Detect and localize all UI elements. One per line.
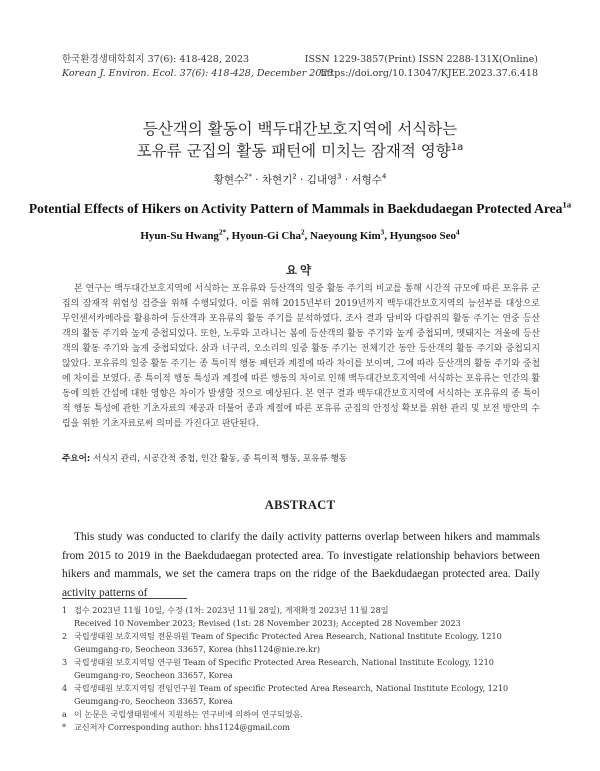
footnote-item: a 이 논문은 국립생태원에서 지원하는 연구비에 의하여 연구되었음. <box>62 709 304 719</box>
keywords-ko <box>62 452 540 464</box>
author-ko: 김내영$^3$ <box>306 172 342 186</box>
footnote-item: 4 국립생태원 보호지역팀 전임연구원 Team of specific Protected Area Research, National Institute Ecology, 1210 Geumgang-ro, Seocheon 33657, Korea <box>62 683 509 706</box>
title-ko-line2: 포유류 군집의 활동 패턴에 미치는 잠재적 영향$^{1a}$ <box>136 141 464 160</box>
footnote-item: 1 접수 2023년 11월 10일, 수정 (1차: 2023년 11월 28일), 게재확정 2023년 11월 28일 Received 10 November 2023; Revised (1st: 28 November 2023); Accepted 28 November 2023 <box>62 605 461 628</box>
abstract-en-paragraph: This study was conducted to clarify the daily activity patterns overlap between hikers and mammals from 2015 to 2019 in the Baekdudaegan protected area. To investigate relationship behaviors between hikers and mammals, we set the camera traps on the ridge of the Baekdudaegan protected area. Daily activity patterns of <box>62 531 540 599</box>
footnote-divider <box>62 598 187 599</box>
footnote-mark: 1 <box>62 605 68 615</box>
title-ko <box>0 118 600 162</box>
footnotes <box>62 604 542 734</box>
title-en-sup: 1a <box>562 199 572 210</box>
keywords-label: 주요어: <box>62 454 91 464</box>
author-ko: 서형수$^4$ <box>351 172 387 186</box>
abstract-ko-heading: 요약 <box>285 263 315 277</box>
journal-citation-ko: 한국환경생태학회지 37(6): 418-428, 2023 <box>62 54 250 65</box>
issn: ISSN 1229-3857(Print) ISSN 2288-131X(Online) <box>304 54 538 65</box>
journal-citation <box>62 53 333 81</box>
author-ko: 차현기$^2$ <box>261 172 297 186</box>
author-ko: 황현수$^{2*}$ <box>213 172 252 186</box>
author-en: Hyun-Su Hwang$^{2*}$, <box>140 228 232 242</box>
title-ko-line1: 등산객의 활동이 백두대간보호지역에 서식하는 <box>142 120 458 138</box>
author-en: Naeyoung Kim$^3$, <box>310 228 390 242</box>
keywords-list: 서식지 관리, 시공간적 중첩, 인간 활동, 종 특이적 행동, 포유류 행동 <box>93 454 348 464</box>
issn-doi <box>305 53 538 81</box>
doi-link[interactable]: https://doi.org/10.13047/KJEE.2023.37.6.418 <box>320 68 538 79</box>
footnote-item: 3 국립생태원 보호지역팀 연구원 Team of Specific Protected Area Research, National Institute Ecology, 1210 Geumgang-ro, Seocheon 33657, Korea <box>62 657 494 680</box>
footnote-mark: 2 <box>62 631 68 641</box>
footnote-mark: * <box>62 722 67 732</box>
authors-ko: 황현수$^{2*}$ · 차현기$^2$ · 김내영$^3$ · 서형수$^4$ <box>213 172 387 186</box>
author-en: Hyungsoo Seo$^4$ <box>389 228 460 242</box>
title-ko-sup: 1a <box>450 141 464 153</box>
authors-en <box>0 230 600 242</box>
footnote-mark: 4 <box>62 683 68 693</box>
author-en: Hyoun-Gi Cha$^2$, <box>231 228 311 242</box>
title-en: Potential Effects of Hikers on Activity Pattern of Mammals in Baekdudaegan Protected Area$^{1a}$ <box>28 199 572 216</box>
footnote-mark: 3 <box>62 657 68 667</box>
footnote-item: 2 국립생태원 보호지역팀 전문위원 Team of Specific Protected Area Research, National Institute Ecology, 1210 Geumgang-ro, Seocheon 33657, Korea (hhs1124@nie.re.kr) <box>62 631 502 654</box>
abstract-ko-paragraph: 본 연구는 백두대간보호지역에 서식하는 포유류와 등산객의 일중 활동 주기의 비교를 통해 시간적 규모에 따른 포유류 군집의 잠재적 위험성 검증을 위해 수행되었다. 이를 위해 2015년부터 2019년까지 백두대간보호지역의 능선부를 대상으로 무인센서카메라를 활용하여 등산객과 포유류의 활동 주기를 분석하였다. 조사 결과 담비와 다람쥐의 활동 주기는 연중 등산객의 활동 주기와 높게 중첩되었다. 또한, 노루와 고라니는 봄에 등산객의 활동 주기와 높게 중첩되며, 멧돼지는 겨울에 등산객의 활동 주기와 높게 중첩되었다. 삵과 너구리, 오소리의 일중 활동 주기는 전체기간 동안 등산객의 활동 주기와 중첩되지 않았다. 포유류의 일중 활동 주기는 종 특이적 행동 패턴과 계절에 따라 차이를 보이며, 그에 따라 등산객의 활동 주기와 중첩에 차이를 보였다. 종 특이적 행동 특성과 계절에 따른 행동의 차이로 인해 백두대간보호지역에 서식하는 포유류는 인간의 활동에 의한 간섭에 대한 영향은 차이가 발생할 것으로 예상된다. 본 연구 결과 백두대간보호지역에 서식하는 포유류의 종 특이적 행동 특성에 관한 기초자료의 제공과 더불어 종과 계절에 따른 포유류 군집의 안정성 확보를 위한 관리 및 보전 방안의 수립을 위한 기초자료로써 의미를 가진다고 판단된다. <box>62 284 540 429</box>
footnote-item: * 교신저자 Corresponding author: hhs1124@gmail.com <box>62 722 290 732</box>
abstract-ko-body <box>62 282 540 432</box>
abstract-en-heading: ABSTRACT <box>264 498 336 512</box>
footnote-mark: a <box>62 709 67 719</box>
abstract-en-body <box>62 528 540 602</box>
journal-citation-en: Korean J. Environ. Ecol. 37(6): 418-428, December 2023 <box>62 68 334 79</box>
